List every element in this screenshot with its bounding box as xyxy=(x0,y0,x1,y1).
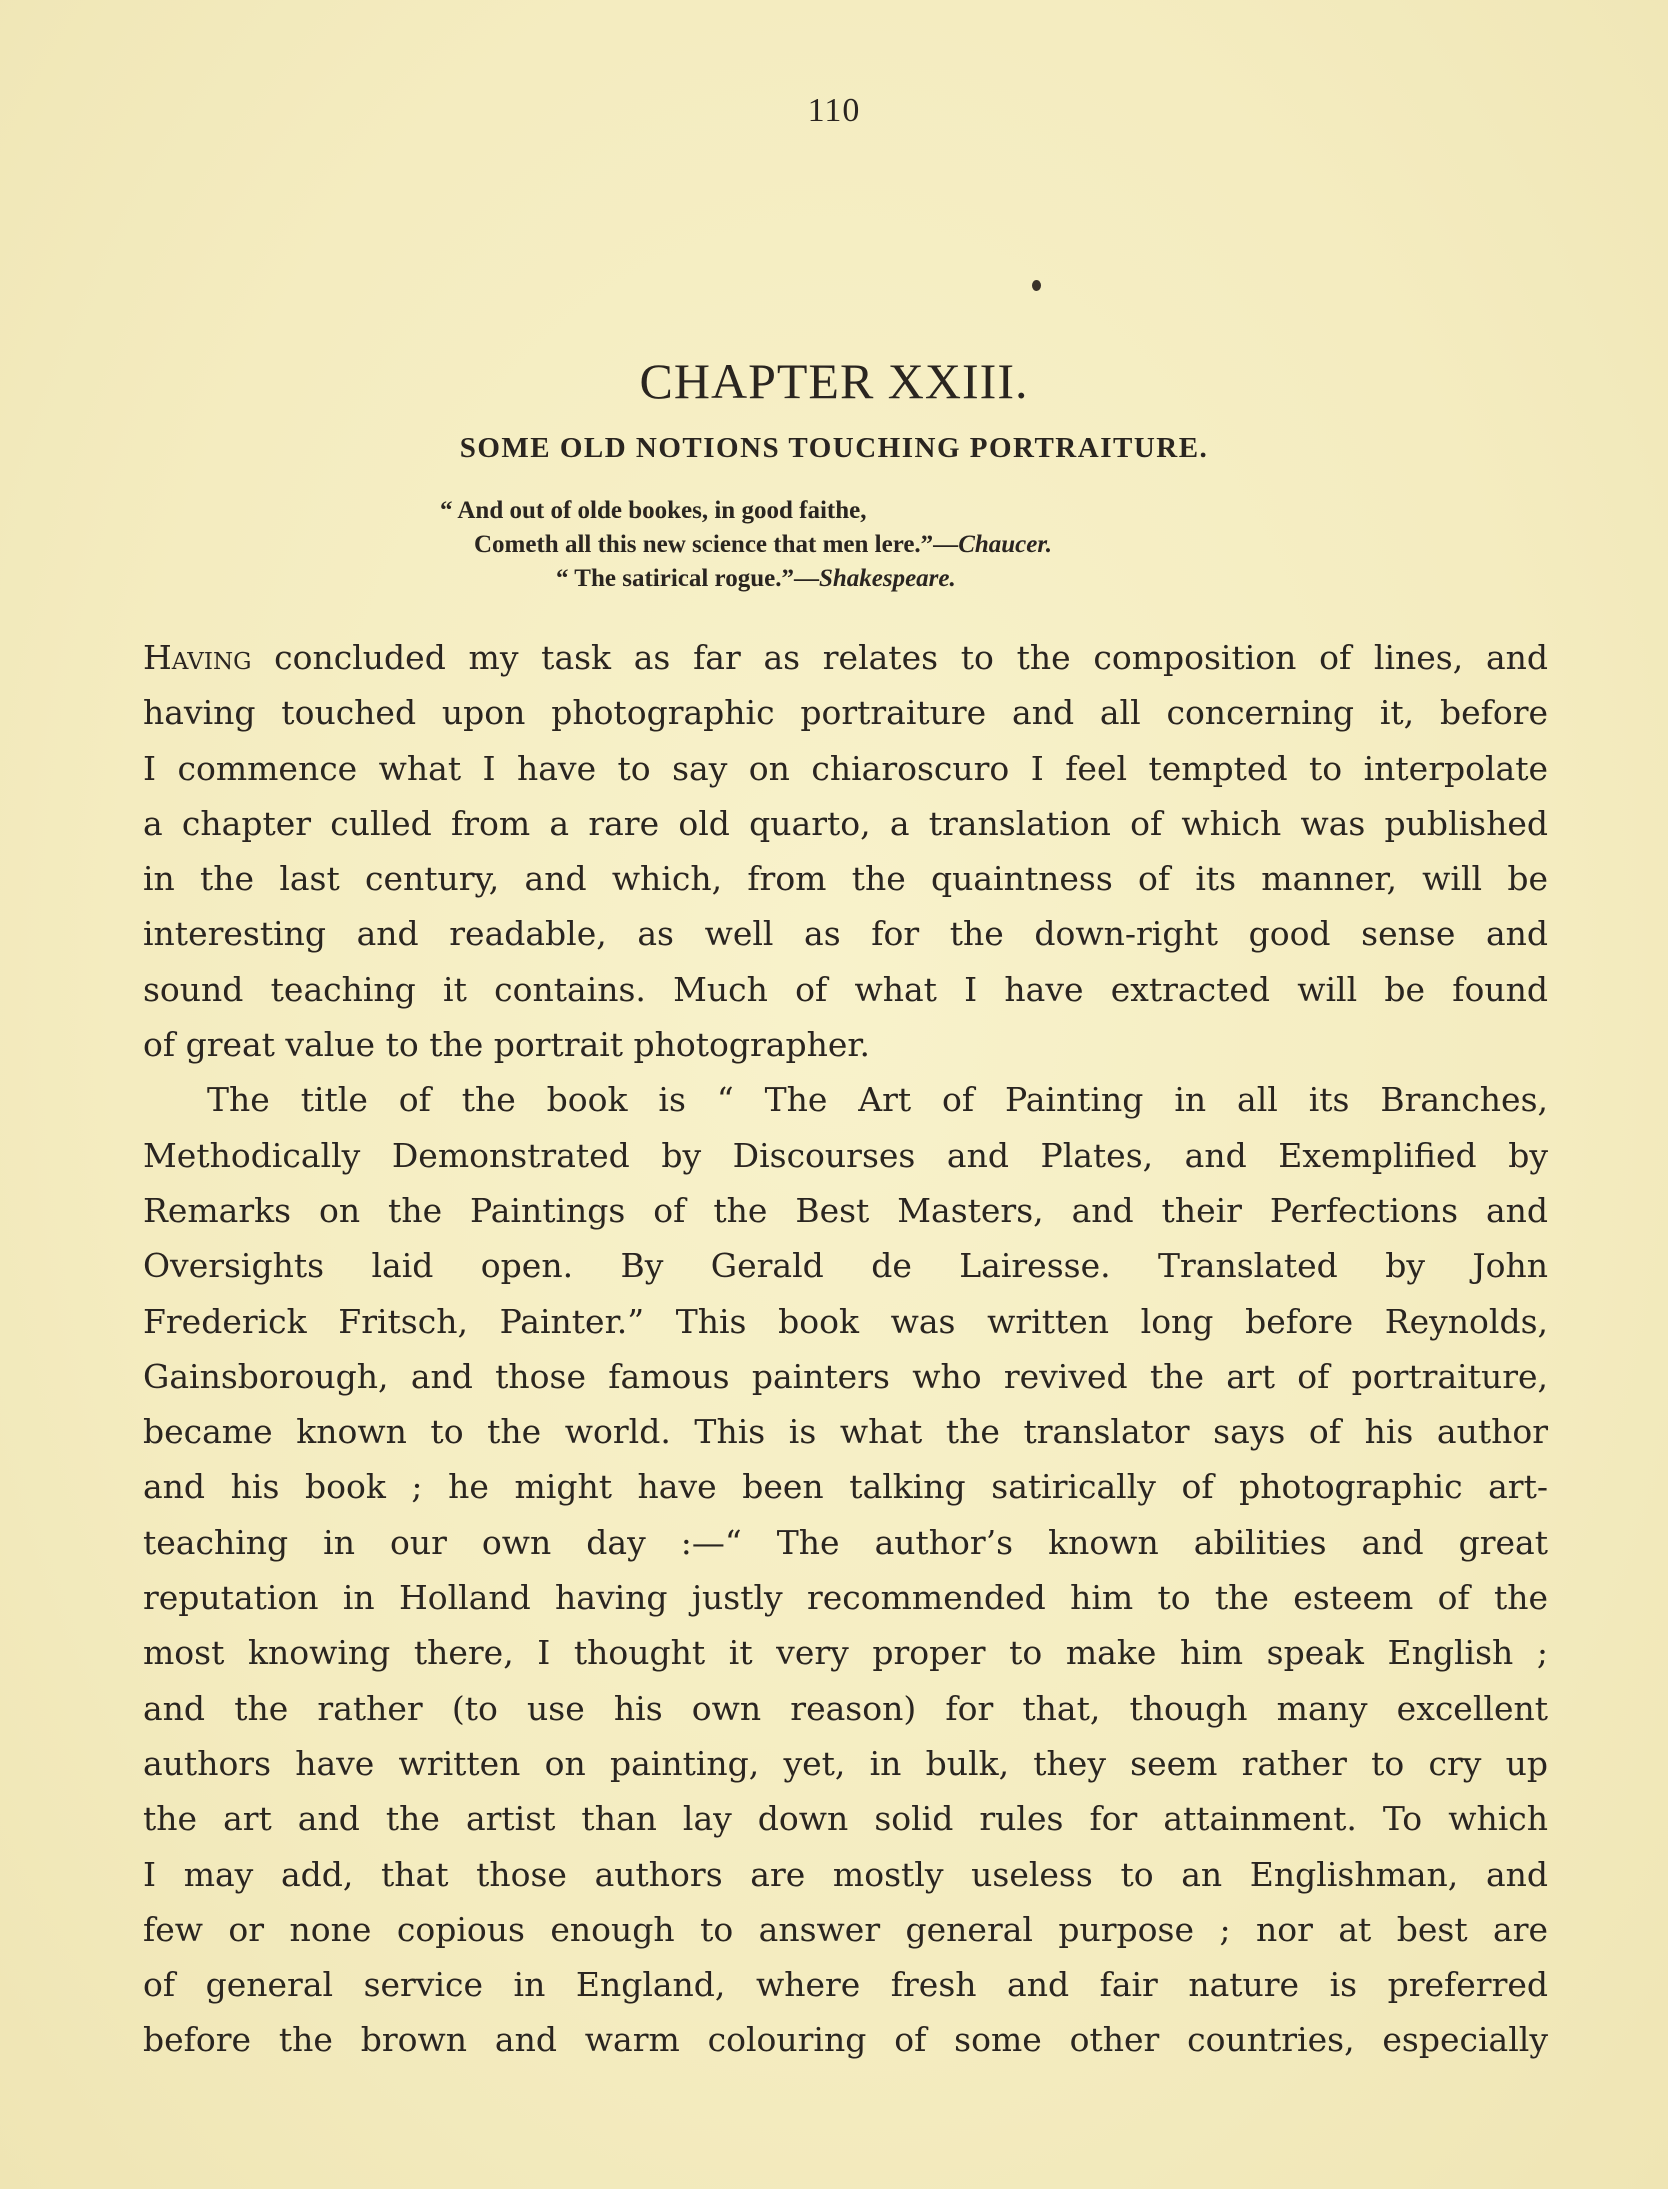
paragraph-1-line: in the last century, and which, from the quaintness of its manner, will be xyxy=(143,859,1548,899)
paragraph-2-line: authors have written on painting, yet, in bulk, they seem rather to cry up xyxy=(143,1743,1548,1783)
paragraph-1-line: interesting and readable, as well as for the down-right good sense and xyxy=(143,914,1548,954)
paragraph-2-line: Methodically Demonstrated by Discourses and Plates, and Exemplified by xyxy=(143,1135,1548,1175)
paragraph-1-line xyxy=(143,630,1548,685)
epigraph-line-2-text: Cometh all this new science that men lere.”— xyxy=(474,531,959,558)
paragraph-1-line: sound teaching it contains. Much of what I have extracted will be found xyxy=(143,969,1548,1009)
paragraph-2-line: most knowing there, I thought it very proper to make him speak English ; xyxy=(143,1633,1548,1673)
paragraph-2-line: teaching in our own day :—“ The author’s known abilities and great xyxy=(143,1522,1548,1562)
epigraph-line-3-text: “ The satirical rogue.”— xyxy=(556,565,819,592)
paragraph-2-line: became known to the world. This is what the translator says of his author xyxy=(143,1412,1548,1452)
paragraph-2-line: and the rather (to use his own reason) for that, though many excellent xyxy=(143,1688,1548,1728)
paragraph-2-line: the art and the artist than lay down solid rules for attainment. To which xyxy=(143,1799,1548,1839)
epigraph-attribution-shakespeare: Shakespeare. xyxy=(818,565,956,592)
paragraph-2-line: The title of the book is “ The Art of Painting in all its Branches, xyxy=(207,1080,1548,1120)
paragraph-2-line: and his book ; he might have been talking satirically of photographic art- xyxy=(143,1467,1548,1507)
epigraph-attribution-chaucer: Chaucer. xyxy=(958,531,1052,558)
paragraph-2-line: before the brown and warm colouring of some other countries, especially xyxy=(143,2020,1548,2060)
paragraph-2-line: Remarks on the Paintings of the Best Masters, and their Perfections and xyxy=(143,1190,1548,1230)
epigraph-line-1: “ And out of olde bookes, in good faithe, xyxy=(440,497,867,524)
paragraph-1-line-text: concluded my task as far as relates to the composition of lines, and xyxy=(251,638,1548,677)
paragraph-2-line: Gainsborough, and those famous painters who revived the art of portraiture, xyxy=(143,1356,1548,1396)
chapter-subtitle: SOME OLD NOTIONS TOUCHING PORTRAITURE. xyxy=(459,432,1209,464)
paragraph-1-line: of great value to the portrait photographer. xyxy=(143,1025,870,1065)
paragraph-1-line: I commence what I have to say on chiaroscuro I feel tempted to interpolate xyxy=(143,748,1548,788)
paragraph-2-line: Oversights laid open. By Gerald de Lairesse. Translated by John xyxy=(143,1246,1548,1286)
paragraph-1-line: a chapter culled from a rare old quarto, a translation of which was published xyxy=(143,803,1548,843)
body-text xyxy=(143,630,1548,2068)
paragraph-2-line: I may add, that those authors are mostly useless to an Englishman, and xyxy=(143,1854,1548,1894)
chapter-title: CHAPTER XXIII. xyxy=(639,353,1029,409)
paragraph-2-line: Frederick Fritsch, Painter.” This book was written long before Reynolds, xyxy=(143,1301,1548,1341)
epigraph xyxy=(440,494,1340,596)
paragraph-2-line: reputation in Holland having justly recommended him to the esteem of the xyxy=(143,1578,1548,1618)
paragraph-2-line: of general service in England, where fresh and fair nature is preferred xyxy=(143,1965,1548,2005)
epigraph-line-2 xyxy=(440,528,1340,562)
page-number: 110 xyxy=(807,92,861,129)
ink-speck xyxy=(1032,280,1041,291)
paragraph-1-line: having touched upon photographic portraiture and all concerning it, before xyxy=(143,693,1548,733)
epigraph-line-3 xyxy=(440,562,1340,596)
paragraph-1-lead-word: Having xyxy=(143,638,252,677)
paragraph-2-line: few or none copious enough to answer general purpose ; nor at best are xyxy=(143,1909,1548,1949)
